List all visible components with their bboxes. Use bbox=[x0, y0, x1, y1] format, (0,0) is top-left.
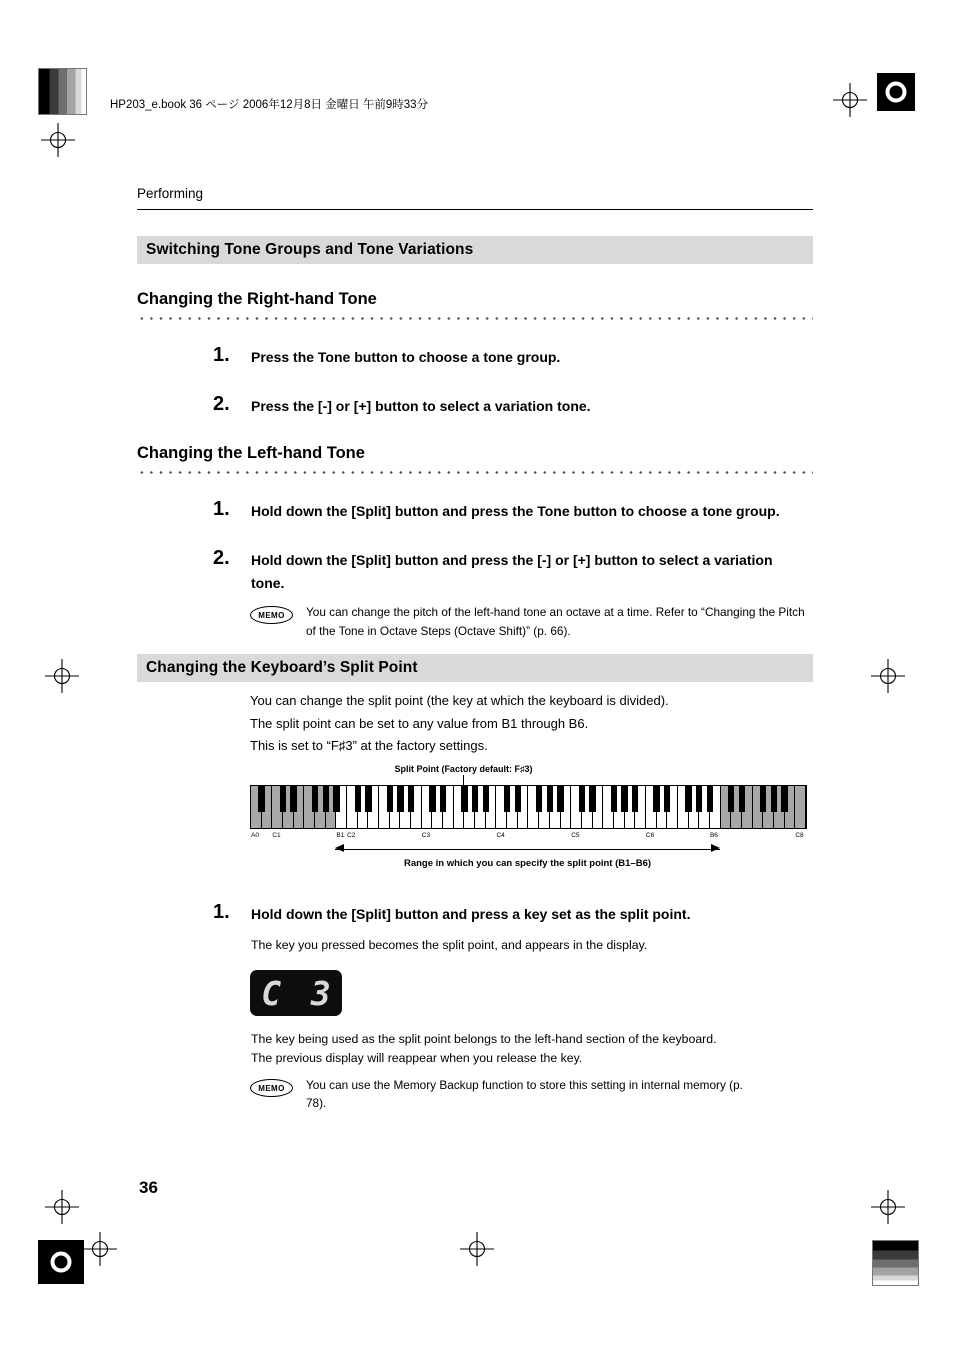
black-key bbox=[557, 786, 563, 812]
black-key bbox=[333, 786, 339, 812]
running-head: Performing bbox=[137, 186, 204, 201]
page-number: 36 bbox=[139, 1178, 158, 1197]
black-key bbox=[440, 786, 446, 812]
memo-icon: MEMO bbox=[250, 606, 293, 624]
step-item bbox=[213, 393, 813, 418]
left-hand-steps bbox=[213, 498, 813, 595]
keyboard-range-row bbox=[250, 841, 807, 875]
black-key bbox=[258, 786, 264, 812]
black-key bbox=[397, 786, 403, 812]
black-key bbox=[365, 786, 371, 812]
crosshair-registration-icon bbox=[45, 1190, 79, 1224]
right-hand-steps bbox=[213, 344, 813, 418]
intro-line: The split point can be set to any value from B1 through B6. bbox=[250, 715, 589, 731]
crosshair-registration-icon bbox=[41, 123, 75, 157]
step-text: Hold down the [Split] button and press the [-] or [+] button to select a variation tone. bbox=[251, 552, 773, 592]
black-key bbox=[355, 786, 361, 812]
black-key bbox=[280, 786, 286, 812]
intro-line: You can change the split point (the key at which the keyboard is divided). bbox=[250, 693, 669, 709]
black-key bbox=[739, 786, 745, 812]
step-number: 1. bbox=[213, 498, 230, 521]
black-key bbox=[781, 786, 787, 812]
key-label: B6 bbox=[709, 831, 718, 839]
step-item bbox=[213, 498, 813, 523]
key-label: C4 bbox=[496, 831, 505, 839]
crosshair-registration-icon bbox=[83, 1232, 117, 1266]
step-text: Press the Tone button to choose a tone group. bbox=[251, 349, 561, 365]
split-pointer-line bbox=[463, 775, 464, 785]
black-key bbox=[290, 786, 296, 812]
crosshair-registration-icon bbox=[871, 1190, 905, 1224]
grayscale-calibration-strip bbox=[38, 68, 87, 115]
black-key bbox=[707, 786, 713, 812]
crosshair-registration-icon bbox=[871, 659, 905, 693]
dotted-rule bbox=[137, 317, 813, 320]
key-label: C8 bbox=[795, 831, 804, 839]
black-key bbox=[611, 786, 617, 812]
black-key bbox=[312, 786, 318, 812]
black-key bbox=[408, 786, 414, 812]
black-key bbox=[621, 786, 627, 812]
split-point-notes bbox=[251, 1030, 813, 1068]
split-point-intro bbox=[250, 690, 813, 758]
key-label: C2 bbox=[347, 831, 356, 839]
memo-note bbox=[250, 603, 813, 640]
black-key bbox=[728, 786, 734, 812]
keyboard-caption-top: Split Point (Factory default: F♯3) bbox=[394, 763, 533, 774]
split-point-steps bbox=[213, 901, 813, 926]
step-note: The key you pressed becomes the split point, and appears in the display. bbox=[251, 937, 648, 952]
step-number: 1. bbox=[213, 900, 230, 923]
step-item bbox=[213, 344, 813, 369]
black-key bbox=[472, 786, 478, 812]
step-text: Press the [-] or [+] button to select a variation tone. bbox=[251, 398, 591, 415]
memo-text: You can use the Memory Backup function to store this setting in internal memory (p. 78). bbox=[306, 1078, 743, 1111]
white-key bbox=[795, 786, 806, 828]
black-key bbox=[632, 786, 638, 812]
black-key bbox=[664, 786, 670, 812]
print-file-header: HP203_e.book 36 ページ 2006年12月8日 金曜日 午前9時33分 bbox=[110, 99, 429, 111]
black-key bbox=[653, 786, 659, 812]
memo-icon: MEMO bbox=[250, 1079, 293, 1097]
key-label: A0 bbox=[251, 831, 259, 839]
subsection-left-hand-tone: Changing the Left-hand Tone bbox=[137, 444, 365, 463]
black-key bbox=[771, 786, 777, 812]
keyboard-caption-bottom: Range in which you can specify the split point (B1–B6) bbox=[403, 857, 652, 869]
step-item bbox=[213, 547, 813, 595]
black-key bbox=[760, 786, 766, 812]
keyboard-labels bbox=[250, 830, 807, 841]
black-key bbox=[387, 786, 393, 812]
step-text: Hold down the [Split] button and press a key set as the split point. bbox=[251, 905, 691, 922]
black-key bbox=[461, 786, 467, 812]
step-number: 2. bbox=[213, 393, 230, 416]
registration-circle-mark bbox=[877, 73, 915, 111]
black-key bbox=[536, 786, 542, 812]
note-line: The key being used as the split point belongs to the left-hand section of the keyboard. bbox=[251, 1032, 717, 1047]
black-key bbox=[696, 786, 702, 812]
crosshair-registration-icon bbox=[833, 83, 867, 117]
subsection-right-hand-tone: Changing the Right-hand Tone bbox=[137, 290, 377, 308]
keyboard-figure bbox=[250, 764, 807, 875]
step-item bbox=[213, 901, 813, 926]
black-key bbox=[504, 786, 510, 812]
dotted-rule bbox=[137, 471, 813, 474]
crosshair-registration-icon bbox=[45, 659, 79, 693]
page-content bbox=[137, 186, 813, 1113]
step-number: 2. bbox=[213, 547, 230, 570]
black-key bbox=[515, 786, 521, 812]
key-label: C3 bbox=[421, 831, 431, 839]
key-label: C6 bbox=[645, 831, 655, 839]
black-key bbox=[685, 786, 691, 812]
crosshair-registration-icon bbox=[460, 1232, 494, 1266]
grayscale-calibration-strip bbox=[872, 1240, 919, 1286]
section-title-switching-tones: Switching Tone Groups and Tone Variations bbox=[137, 236, 813, 264]
keyboard-keys bbox=[250, 785, 807, 829]
registration-circle-mark bbox=[38, 1240, 84, 1284]
key-label: B1 bbox=[336, 831, 345, 839]
black-key bbox=[323, 786, 329, 812]
black-key bbox=[589, 786, 595, 812]
step-number: 1. bbox=[213, 344, 230, 366]
black-key bbox=[429, 786, 435, 812]
header-rule bbox=[137, 209, 813, 210]
display-value: C 3 bbox=[261, 973, 336, 1013]
range-arrow bbox=[335, 849, 719, 850]
section-title-split-point: Changing the Keyboard’s Split Point bbox=[137, 654, 813, 682]
black-key bbox=[483, 786, 489, 812]
note-line: The previous display will reappear when you release the key. bbox=[251, 1051, 583, 1066]
memo-note bbox=[250, 1076, 813, 1113]
split-point-display bbox=[250, 970, 342, 1016]
memo-text: You can change the pitch of the left-hand tone an octave at a time. Refer to “Changing the Pitch of the Tone in Octave Steps (Octave Shift)” (p. 66). bbox=[306, 605, 805, 638]
black-key bbox=[579, 786, 585, 812]
step-text: Hold down the [Split] button and press the Tone button to choose a tone group. bbox=[251, 503, 780, 520]
intro-line: This is set to “F♯3” at the factory settings. bbox=[250, 738, 488, 754]
black-key bbox=[547, 786, 553, 812]
key-label: C5 bbox=[571, 831, 580, 839]
key-label: C1 bbox=[272, 831, 281, 839]
